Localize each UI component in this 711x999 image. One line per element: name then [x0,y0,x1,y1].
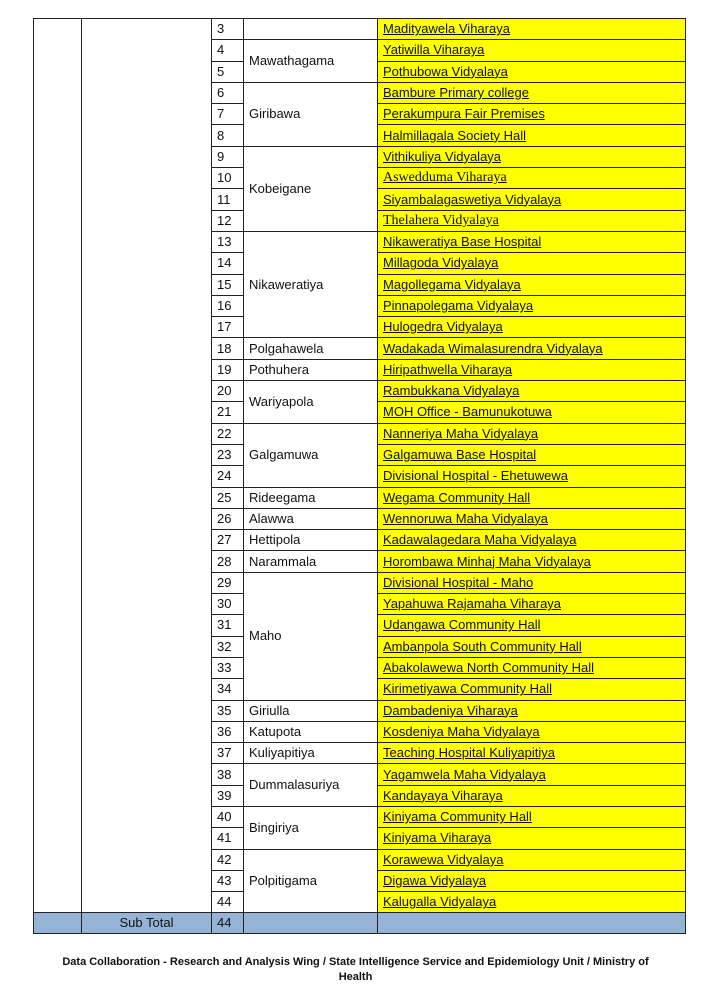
centers-table-body [34,19,686,913]
row-number: 31 [212,615,244,636]
location-name: Wegama Community Hall [378,487,686,508]
row-number: 8 [212,125,244,146]
moh-area: Pothuhera [244,359,378,380]
moh-area: Katupota [244,721,378,742]
location-name: Udangawa Community Hall [378,615,686,636]
location-name: Wennoruwa Maha Vidyalaya [378,508,686,529]
district-name-cell [82,19,212,913]
moh-area: Galgamuwa [244,423,378,487]
location-name: Vithikuliya Vidyalaya [378,146,686,167]
location-name: Perakumpura Fair Premises [378,104,686,125]
location-name: Kosdeniya Maha Vidyalaya [378,721,686,742]
row-number: 6 [212,82,244,103]
location-name: Pinnapolegama Vidyalaya [378,295,686,316]
row-number: 44 [212,892,244,913]
location-name: Yapahuwa Rajamaha Viharaya [378,594,686,615]
row-number: 16 [212,295,244,316]
row-number: 5 [212,61,244,82]
row-number: 32 [212,636,244,657]
moh-area: Rideegama [244,487,378,508]
footer-line-1: Data Collaboration - Research and Analysis Wing / State Intelligence Service and Epidemiology Unit / Ministry of [62,956,649,968]
location-name: Kiniyama Viharaya [378,828,686,849]
moh-area: Kobeigane [244,146,378,231]
moh-area: Giribawa [244,82,378,146]
moh-area: Dummalasuriya [244,764,378,807]
row-number: 17 [212,317,244,338]
location-name: Galgamuwa Base Hospital [378,444,686,465]
moh-area: Bingiriya [244,806,378,849]
location-name: Madityawela Viharaya [378,19,686,40]
location-name: Nanneriya Maha Vidyalaya [378,423,686,444]
row-number: 41 [212,828,244,849]
subtotal-value: 44 [212,913,244,934]
row-number: 11 [212,189,244,210]
row-number: 4 [212,40,244,61]
location-name: Halmillagala Society Hall [378,125,686,146]
location-name: Kandayaya Viharaya [378,785,686,806]
location-name: Horombawa Minhaj Maha Vidyalaya [378,551,686,572]
location-name: MOH Office - Bamunukotuwa [378,402,686,423]
location-name: Divisional Hospital - Maho [378,572,686,593]
table-row [34,19,686,40]
row-number: 36 [212,721,244,742]
subtotal-blank-location [378,913,686,934]
location-name: Millagoda Vidyalaya [378,253,686,274]
location-name: Bambure Primary college [378,82,686,103]
moh-area: Giriulla [244,700,378,721]
row-number: 30 [212,594,244,615]
moh-area: Polgahawela [244,338,378,359]
location-name: Nikaweratiya Base Hospital [378,231,686,252]
row-number: 22 [212,423,244,444]
row-number: 42 [212,849,244,870]
row-number: 29 [212,572,244,593]
row-number: 23 [212,444,244,465]
moh-area: Alawwa [244,508,378,529]
location-name: Digawa Vidyalaya [378,870,686,891]
row-number: 43 [212,870,244,891]
row-number: 20 [212,381,244,402]
location-name: Divisional Hospital - Ehetuwewa [378,466,686,487]
moh-area: Mawathagama [244,40,378,83]
row-number: 13 [212,231,244,252]
moh-area: Polpitigama [244,849,378,913]
moh-area: Maho [244,572,378,700]
location-name: Magollegama Vidyalaya [378,274,686,295]
location-name: Aswedduma Viharaya [378,168,686,189]
row-number: 3 [212,19,244,40]
location-name: Hulogedra Vidyalaya [378,317,686,338]
row-number: 33 [212,657,244,678]
location-name: Thelahera Vidyalaya [378,210,686,231]
location-name: Wadakada Wimalasurendra Vidyalaya [378,338,686,359]
location-name: Teaching Hospital Kuliyapitiya [378,743,686,764]
row-number: 35 [212,700,244,721]
location-name: Korawewa Vidyalaya [378,849,686,870]
row-number: 19 [212,359,244,380]
subtotal-blank-cell [34,913,82,934]
row-number: 25 [212,487,244,508]
row-number: 39 [212,785,244,806]
row-number: 12 [212,210,244,231]
row-number: 34 [212,679,244,700]
row-number: 38 [212,764,244,785]
row-number: 28 [212,551,244,572]
subtotal-label: Sub Total [82,913,212,934]
footer-line-2: Health [338,971,373,983]
location-name: Dambadeniya Viharaya [378,700,686,721]
row-number: 21 [212,402,244,423]
location-name: Kadawalagedara Maha Vidyalaya [378,530,686,551]
row-number: 37 [212,743,244,764]
location-name: Kirimetiyawa Community Hall [378,679,686,700]
location-name: Pothubowa Vidyalaya [378,61,686,82]
moh-area [244,19,378,40]
subtotal-row [34,913,686,934]
location-name: Ambanpola South Community Hall [378,636,686,657]
row-number: 26 [212,508,244,529]
row-number: 14 [212,253,244,274]
row-number: 24 [212,466,244,487]
location-name: Hiripathwella Viharaya [378,359,686,380]
subtotal-blank-area [244,913,378,934]
row-number: 10 [212,168,244,189]
row-number: 7 [212,104,244,125]
centers-table [33,18,686,934]
moh-area: Nikaweratiya [244,231,378,337]
location-name: Rambukkana Vidyalaya [378,381,686,402]
row-number: 18 [212,338,244,359]
moh-area: Wariyapola [244,381,378,424]
row-number: 9 [212,146,244,167]
moh-area: Narammala [244,551,378,572]
row-number: 15 [212,274,244,295]
location-name: Kalugalla Vidyalaya [378,892,686,913]
location-name: Abakolawewa North Community Hall [378,657,686,678]
row-number: 40 [212,806,244,827]
location-name: Yatiwilla Viharaya [378,40,686,61]
row-number: 27 [212,530,244,551]
page-footer [0,955,711,985]
location-name: Yagamwela Maha Vidyalaya [378,764,686,785]
location-name: Kiniyama Community Hall [378,806,686,827]
location-name: Siyambalagaswetiya Vidyalaya [378,189,686,210]
moh-area: Kuliyapitiya [244,743,378,764]
district-cell [34,19,82,913]
moh-area: Hettipola [244,530,378,551]
